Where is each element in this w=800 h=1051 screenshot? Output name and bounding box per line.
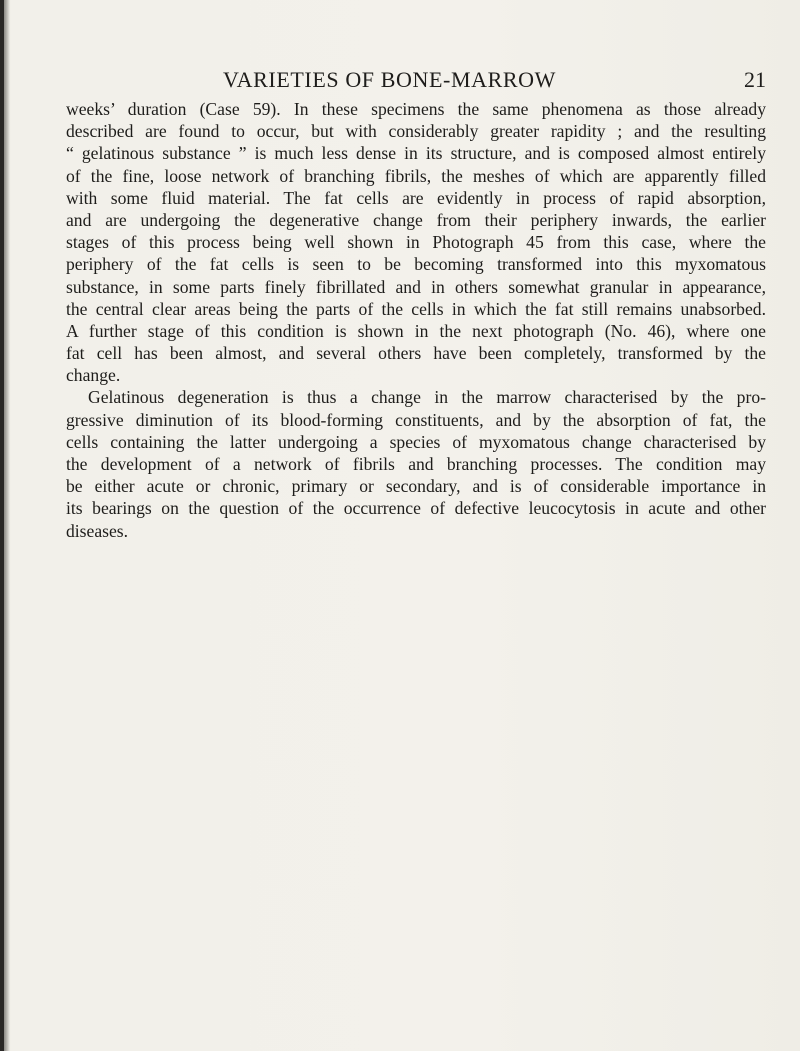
text-line: be either acute or chronic, primary or secondary, and is of considerable importance in (66, 476, 766, 497)
page-number: 21 (744, 67, 766, 92)
text-line: “ gelatinous substance ” is much less dense in its structure, and is composed almost entirely (66, 143, 766, 164)
paragraph-1 (66, 98, 766, 386)
text-line: gressive diminution of its blood-forming constituents, and by the absorption of fat, the (66, 409, 766, 430)
text-line: the central clear areas being the parts of the cells in which the fat still remains unabsorbed. (66, 298, 766, 319)
page-binding-shadow (4, 0, 10, 1051)
text-line: of the fine, loose network of branching fibrils, the meshes of which are apparently filled (66, 165, 766, 186)
text-line: weeks’ duration (Case 59). In these specimens the same phenomena as those already (66, 99, 766, 119)
text-line: periphery of the fat cells is seen to be becoming transformed into this myxomatous (66, 254, 766, 275)
text-line: its bearings on the question of the occurrence of defective leucocytosis in acute and other (66, 498, 766, 519)
running-head (66, 67, 766, 95)
text-line: cells containing the latter undergoing a species of myxomatous change characterised by (66, 431, 766, 452)
text-line: the development of a network of fibrils and branching processes. The condition may (66, 454, 766, 474)
text-line: stages of this process being well shown in Photograph 45 from this case, where the (66, 232, 766, 253)
text-line: fat cell has been almost, and several others have been completely, transformed by the (66, 343, 766, 364)
text-line: change. (66, 365, 121, 386)
running-title: VARIETIES OF BONE-MARROW (223, 67, 557, 92)
text-line: diseases. (66, 520, 129, 541)
text-line: substance, in some parts finely fibrillated and in others somewhat granular in appearance, (66, 276, 766, 297)
text-line: and are undergoing the degenerative change from their periphery inwards, the earlier (66, 209, 766, 230)
text-line: with some fluid material. The fat cells are evidently in process of rapid absorption, (66, 187, 766, 208)
body-text (66, 98, 766, 542)
text-line: Gelatinous degeneration is thus a change in the marrow characterised by the pro- (88, 387, 766, 408)
text-line: described are found to occur, but with considerably greater rapidity ; and the resulting (66, 121, 766, 142)
paragraph-2 (66, 386, 766, 541)
text-line: A further stage of this condition is shown in the next photograph (No. 46), where one (66, 320, 766, 341)
